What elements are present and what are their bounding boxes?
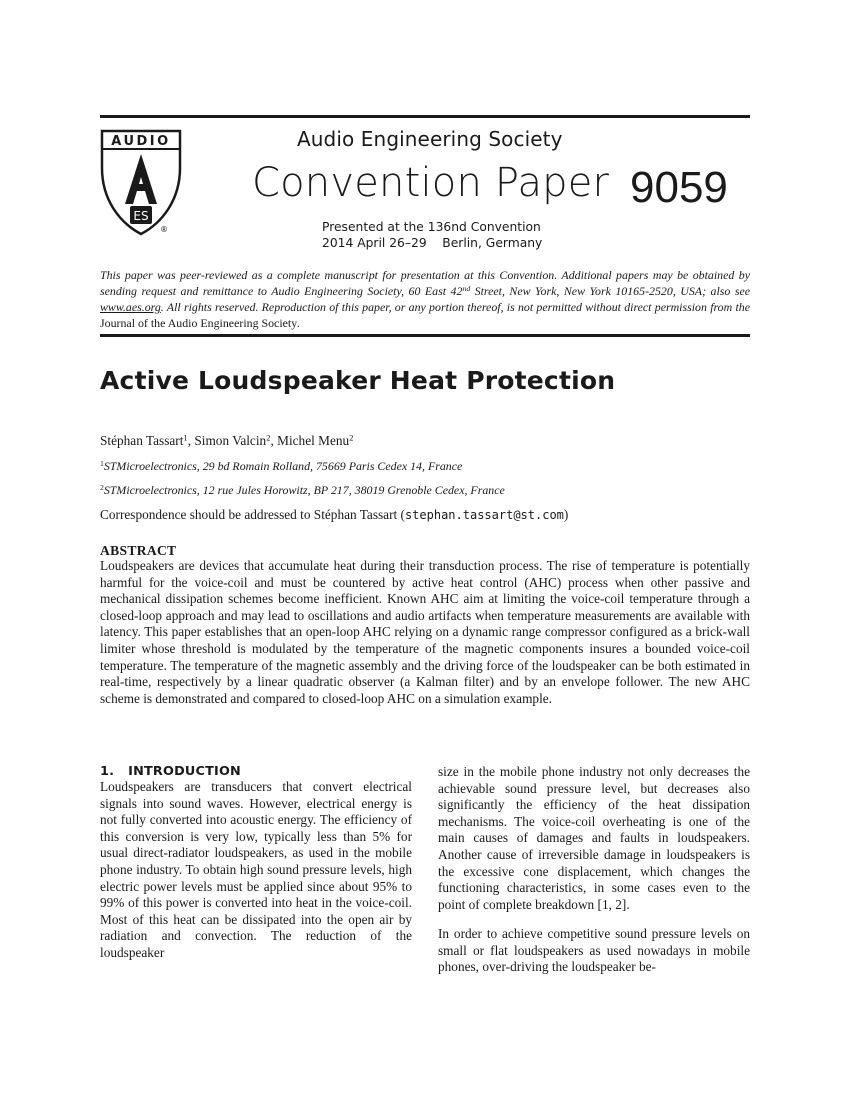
affiliation-1 [100,459,462,474]
author-sep: , [270,433,278,448]
introduction-heading: 1. INTRODUCTION [100,764,241,779]
notice-text-1: This paper was peer-reviewed as a complete manuscript for presentation at this Convention. Additional papers may be obtained by sending request and remittance to Audio Engineering Society, 60 East 42 [100,268,750,298]
presented-info [322,220,542,251]
correspondence-text: Correspondence should be addressed to Stéphan Tassart ( [100,507,405,522]
paper-number: 9059 [630,163,728,212]
logo-audio-text: AUDIO [111,134,171,149]
correspondence-email[interactable]: stephan.tassart@st.com [404,508,564,522]
affiliation-2-sup: 2 [100,482,104,492]
abstract-heading: ABSTRACT [100,543,177,558]
author-2-sup: 2 [266,432,271,443]
notice-text-4: . [297,316,301,330]
intro-column-2-para-1: size in the mobile phone industry not only decreases the achievable sound pressure level, but decreases also significantly the efficiency of the heat dissipation mechanisms. The voice-coil overheating is one of the main causes of damages and faults in loudspeakers. Another cause of irreversible damage in loudspeakers is the excessive cone displacement, which changes the functioning characteristics, in some cases even to the point of complete breakdown [1, 2]. [438,764,750,912]
logo-es-text: ES [133,209,149,223]
registered-mark: ® [160,225,168,234]
society-name: Audio Engineering Society [297,127,563,151]
presented-line-2: 2014 April 26–29 Berlin, Germany [322,235,543,250]
author-3-sup: 2 [349,432,354,443]
correspondence-line [100,507,568,523]
header-top-rule [100,115,750,118]
author-1: Stéphan Tassart [100,433,184,448]
notice-sup: nd [462,283,471,293]
correspondence-close: ) [563,507,569,522]
intro-column-2-para-2: In order to achieve competitive sound pressure levels on small or flat loudspeakers as used nowadays in mobile phones, over-driving the loudspeaker be- [438,926,750,975]
aes-logo [100,128,182,240]
affiliation-2-text: STMicroelectronics, 12 rue Jules Horowitz, BP 217, 38019 Grenoble Cedex, France [103,483,505,497]
convention-paper-title: Convention Paper [252,160,610,206]
author-1-sup: 1 [183,432,188,443]
affiliation-2 [100,483,505,498]
author-list [100,433,353,449]
affiliation-1-text: STMicroelectronics, 29 bd Romain Rolland, 75669 Paris Cedex 14, France [103,459,463,473]
intro-column-1: Loudspeakers are transducers that convert electrical signals into sound waves. However, electrical energy is not fully converted into acoustic energy. The efficiency of this conversion is very low, typically less than 5% for usual direct-radiator loudspeakers, as used in the mobile phone industry. To obtain high sound pressure levels, high electric power levels must be applied since about 95% to 99% of this power is converted into heat in the voice-coil. Most of this heat can be dissipated into the open air by radiation and convection. The reduction of the loudspeaker [100,779,412,960]
review-notice [100,267,750,331]
author-sep: , [187,433,195,448]
journal-name: Journal of the Audio Engineering Society [100,316,298,330]
affiliation-1-sup: 1 [100,458,104,468]
notice-text-2: Street, New York, New York 10165-2520, USA; also see [470,284,751,298]
notice-text-3: . All rights reserved. Reproduction of this paper, or any portion thereof, is not permitted without direct permission from the [160,300,750,314]
author-2: Simon Valcin [194,433,267,448]
aes-website-link[interactable]: www.aes.org [100,300,161,314]
abstract-body: Loudspeakers are devices that accumulate heat during their transduction process. The rise of temperature is potentially harmful for the voice-coil and must be countered by active heat control (AHC) process when other passive and mechanical dissipation schemes become inefficient. Known AHC aim at limiting the voice-coil temperature through a closed-loop approach and may lead to oscillations and audio artifacts when temperature measurements are available with latency. This paper establishes that an open-loop AHC relying on a dynamic range compressor configured as a brick-wall limiter whose threshold is modulated by the temperature of the magnetic components insures a bounded voice-coil temperature. The temperature of the magnetic assembly and the driving force of the loudspeaker can be both estimated in real-time, respectively by a linear quadratic observer (a Kalman filter) and by an envelope follower. The new AHC scheme is demonstrated and compared to closed-loop AHC on a simulation example. [100,558,750,706]
paper-title: Active Loudspeaker Heat Protection [100,366,616,395]
author-3: Michel Menu [277,433,350,448]
header-bottom-rule [100,334,750,337]
presented-line-1: Presented at the 136nd Convention [322,220,541,234]
